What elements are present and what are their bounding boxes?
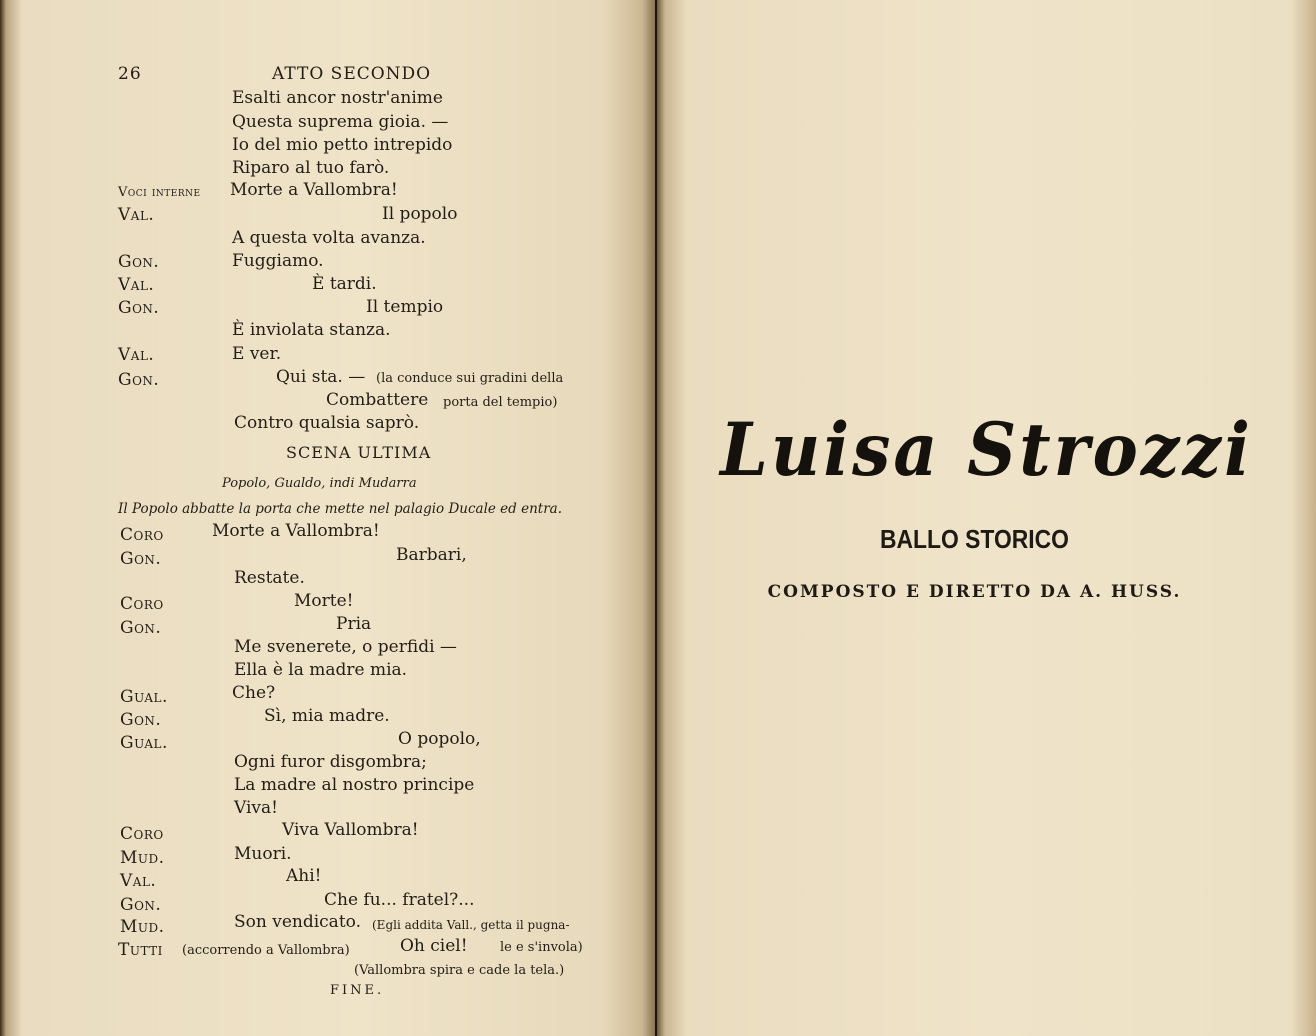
speaker-label: Val. xyxy=(118,345,155,365)
verse-line: Morte! xyxy=(294,591,354,611)
verse-line: Fuggiamo. xyxy=(232,251,324,271)
verse-line: Me svenerete, o perfidi — xyxy=(234,637,457,657)
speaker-label: Gon. xyxy=(118,370,160,390)
speaker-label: Tutti xyxy=(118,940,163,960)
running-header: ATTO SECONDO xyxy=(272,64,432,84)
verse-line: Il popolo xyxy=(382,204,458,224)
page-number: 26 xyxy=(118,64,142,84)
verse-line: È inviolata stanza. xyxy=(232,320,391,340)
stage-direction: (Vallombra spira e cade la tela.) xyxy=(354,963,565,978)
stage-direction: (Egli addita Vall., getta il pugna- xyxy=(372,918,570,932)
verse-line: O popolo, xyxy=(398,729,481,749)
speaker-label: Coro xyxy=(120,594,164,614)
verse-line: Barbari, xyxy=(396,545,467,565)
speaker-label: Gon. xyxy=(120,895,162,915)
verse-line: La madre al nostro principe xyxy=(234,775,475,795)
speaker-label: Gon. xyxy=(120,618,162,638)
left-page xyxy=(0,0,655,1036)
right-page xyxy=(657,0,1316,1036)
verse-line: Ella è la madre mia. xyxy=(234,660,408,680)
speaker-label: Val. xyxy=(120,871,157,891)
stage-direction: porta del tempio) xyxy=(443,395,558,410)
verse-line: Oh ciel! xyxy=(400,936,468,956)
book-title: Luisa Strozzi xyxy=(720,406,1253,494)
book-subtitle: BALLO STORICO xyxy=(880,524,1069,554)
speaker-label: Voci interne xyxy=(118,185,201,200)
verse-line: Che fu... fratel?... xyxy=(324,890,475,910)
verse-line: Son vendicato. xyxy=(234,912,361,932)
verse-line: Viva Vallombra! xyxy=(282,820,419,840)
verse-line: Muori. xyxy=(234,844,292,864)
verse-line: A questa volta avanza. xyxy=(232,228,426,248)
verse-line: Viva! xyxy=(234,798,278,818)
speaker-label: Gual. xyxy=(120,733,168,753)
speaker-label: Gon. xyxy=(120,710,162,730)
stage-direction: (la conduce sui gradini della xyxy=(376,371,564,386)
speaker-label: Val. xyxy=(118,275,155,295)
scene-characters: Popolo, Gualdo, indi Mudarra xyxy=(222,476,417,491)
speaker-label: Coro xyxy=(120,824,164,844)
verse-line: Il tempio xyxy=(366,297,444,317)
verse-line: È tardi. xyxy=(312,274,377,294)
verse-line: Morte a Vallombra! xyxy=(212,521,380,541)
verse-line: E ver. xyxy=(232,344,282,364)
verse-line: Qui sta. — xyxy=(276,367,366,387)
verse-line: Restate. xyxy=(234,568,305,588)
book-credit: COMPOSTO E DIRETTO DA A. HUSS. xyxy=(767,582,1182,602)
speaker-label: Mud. xyxy=(120,917,165,937)
verse-line: Questa suprema gioia. — xyxy=(232,112,449,132)
speaker-label: Mud. xyxy=(120,848,165,868)
verse-line: Ogni furor disgombra; xyxy=(234,752,427,772)
stage-direction: le e s'invola) xyxy=(500,940,583,955)
speaker-label: Gual. xyxy=(120,687,168,707)
verse-line: Combattere xyxy=(326,390,429,410)
verse-line: Pria xyxy=(336,614,372,634)
verse-line: Esalti ancor nostr'anime xyxy=(232,88,443,108)
speaker-label: Gon. xyxy=(118,252,160,272)
verse-line: Sì, mia madre. xyxy=(264,706,390,726)
speaker-label: Gon. xyxy=(120,549,162,569)
speaker-note: (accorrendo a Vallombra) xyxy=(182,943,350,958)
verse-line: Che? xyxy=(232,683,276,703)
verse-line: Io del mio petto intrepido xyxy=(232,135,453,155)
speaker-label: Coro xyxy=(120,525,164,545)
speaker-label: Gon. xyxy=(118,298,160,318)
verse-line: Ahi! xyxy=(286,866,322,886)
end-marker: FINE. xyxy=(330,983,385,998)
scene-title: SCENA ULTIMA xyxy=(286,443,432,462)
verse-line: Riparo al tuo farò. xyxy=(232,158,390,178)
verse-line: Morte a Vallombra! xyxy=(230,180,398,200)
speaker-label: Val. xyxy=(118,205,155,225)
scene-direction: Il Popolo abbatte la porta che mette nel palagio Ducale ed entra. xyxy=(118,501,563,517)
verse-line: Contro qualsia saprò. xyxy=(234,413,420,433)
